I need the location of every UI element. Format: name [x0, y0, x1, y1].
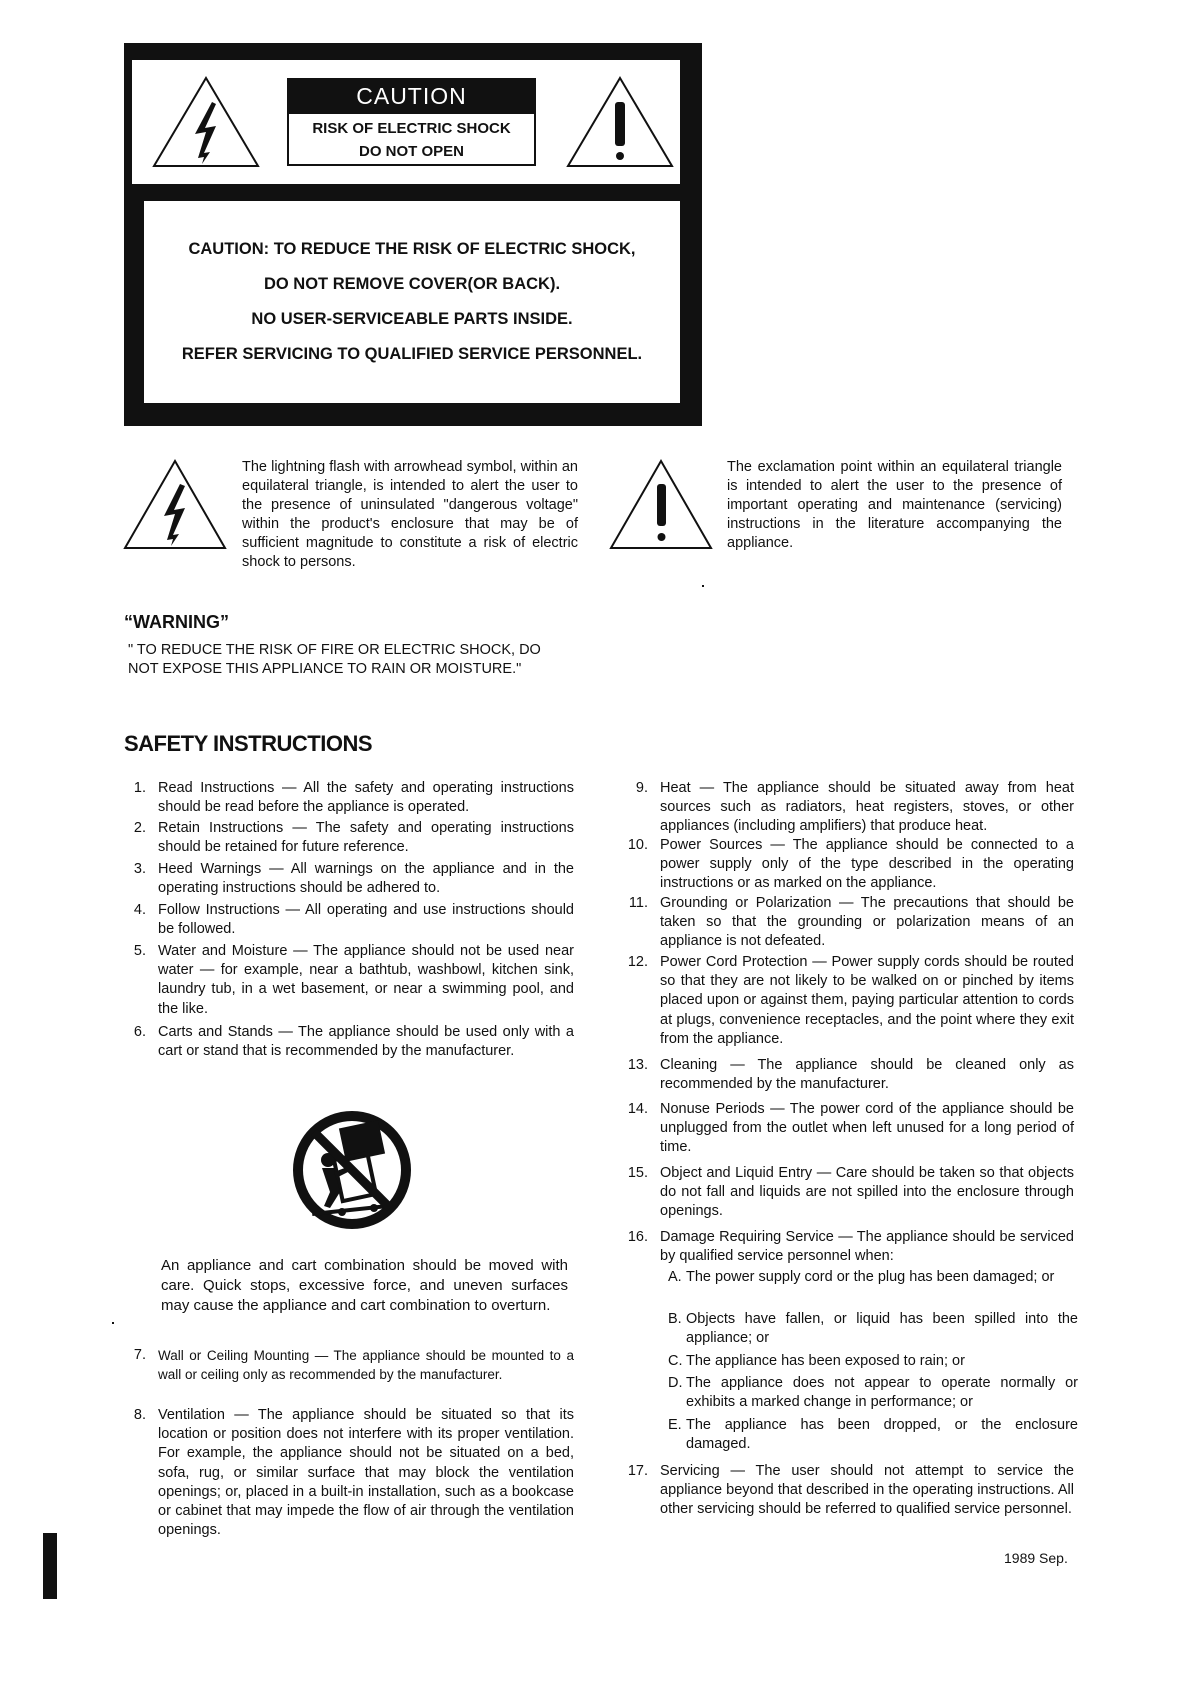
warning-text: " TO REDUCE THE RISK OF FIRE OR ELECTRIC SHOCK, DO NOT EXPOSE THIS APPLIANCE TO RAIN OR MOISTURE." [128, 642, 541, 677]
case-text: The power supply cord or the plug has been damaged; or [686, 1269, 1055, 1285]
item-text: Grounding or Polarization — The precautions that should be taken so that the grounding or polarization means of an appliance is not defeated. [660, 895, 1074, 950]
case-letter: A. [668, 1269, 682, 1285]
item-number: 14. [627, 1101, 648, 1117]
exclamation-symbol-icon [608, 458, 714, 552]
item-text: Follow Instructions — All operating and use instructions should be followed. [158, 902, 574, 938]
lightning-warning-icon [150, 74, 262, 170]
item-number: 15. [627, 1165, 648, 1181]
safety-instructions-title: SAFETY INSTRUCTIONS [124, 731, 373, 756]
caution-body-line4: REFER SERVICING TO QUALIFIED SERVICE PERSONNEL. [181, 345, 643, 363]
item-text: Object and Liquid Entry — Care should be taken so that objects do not fall and liquids are not spilled into the enclosure through openings. [660, 1165, 1074, 1220]
item-number: 3. [133, 861, 146, 877]
case-letter: D. [668, 1375, 683, 1391]
caution-subtitle-line2: DO NOT OPEN [358, 143, 464, 160]
lightning-symbol-description: The lightning flash with arrowhead symbol, within an equilateral triangle, is intended to alert the user to the presence of uninsulated "dangerous voltage" within the product's enclosure that may be of sufficient magnitude to constitute a risk of electric shock to persons. [242, 459, 578, 570]
item-text: Wall or Ceiling Mounting — The appliance should be mounted to a wall or ceiling only as recommended by the manufacturer. [158, 1348, 574, 1383]
case-text: The appliance has been exposed to rain; or [686, 1353, 965, 1369]
item-text: Heat — The appliance should be situated away from heat sources such as radiators, heat registers, stoves, or other appliances (including amplifiers) that produce heat. [660, 780, 1074, 835]
case-letter: B. [668, 1311, 682, 1327]
footer-date: 1989 Sep. [1004, 1550, 1068, 1566]
case-letter: C. [668, 1353, 683, 1369]
item-text: Carts and Stands — The appliance should be used only with a cart or stand that is recommended by the manufacturer. [158, 1024, 574, 1060]
item-number: 2. [133, 820, 146, 836]
item-text: Cleaning — The appliance should be cleaned only as recommended by the manufacturer. [660, 1057, 1074, 1093]
caution-title: CAUTION [287, 78, 536, 114]
scan-edge-bar [43, 1533, 57, 1599]
caution-body-line2: DO NOT REMOVE COVER(OR BACK). [263, 275, 561, 293]
caution-subtitle-line1: RISK OF ELECTRIC SHOCK [312, 120, 511, 137]
item-text: Damage Requiring Service — The appliance should be serviced by qualified service personnel when: [660, 1229, 1074, 1265]
item-text: Water and Moisture — The appliance should not be used near water — for example, near a bathtub, washbowl, kitchen sink, laundry tub, in a wet basement, or near a swimming pool, and the like. [158, 943, 574, 1017]
case-text: The appliance has been dropped, or the enclosure damaged. [686, 1417, 1078, 1453]
cart-tipover-warning-icon [290, 1108, 414, 1232]
item-text: Nonuse Periods — The power cord of the appliance should be unplugged from the outlet when left unused for a long period of time. [660, 1101, 1074, 1156]
item-number: 1. [133, 780, 146, 796]
scan-speck [112, 1322, 114, 1324]
case-text: The appliance does not appear to operate normally or exhibits a marked change in performance; or [686, 1375, 1078, 1411]
item-number: 5. [133, 943, 146, 959]
item-text: Servicing — The user should not attempt to service the appliance beyond that described in the operating instructions. All other servicing should be referred to qualified service personnel. [660, 1463, 1074, 1518]
item-text: Heed Warnings — All warnings on the appliance and in the operating instructions should be adhered to. [158, 861, 574, 897]
item-text: Power Sources — The appliance should be connected to a power supply only of the type described in the operating instructions or as marked on the appliance. [660, 837, 1074, 892]
item-number: 6. [133, 1024, 146, 1040]
lightning-symbol-icon [122, 458, 228, 552]
caution-body-line1: CAUTION: TO REDUCE THE RISK OF ELECTRIC SHOCK, [188, 240, 636, 258]
scan-speck [702, 585, 704, 587]
exclamation-warning-icon [564, 74, 676, 170]
item-number: 11. [628, 895, 648, 911]
caution-body-panel [144, 201, 680, 403]
item-number: 13. [627, 1057, 648, 1073]
item-text: Retain Instructions — The safety and operating instructions should be retained for future reference. [158, 820, 574, 856]
case-letter: E. [668, 1417, 682, 1433]
cart-caption: An appliance and cart combination should be moved with care. Quick stops, excessive force, and uneven surfaces may cause the appliance and cart combination to overturn. [161, 1257, 568, 1314]
item-number: 9. [635, 780, 648, 796]
item-number: 4. [133, 902, 146, 918]
item-text: Read Instructions — All the safety and operating instructions should be read before the appliance is operated. [158, 780, 574, 816]
item-number: 7. [133, 1347, 146, 1363]
item-number: 8. [133, 1407, 146, 1423]
item-number: 16. [627, 1229, 648, 1245]
warning-title: “WARNING” [124, 612, 229, 632]
item-number: 17. [627, 1463, 648, 1479]
item-number: 10. [627, 837, 648, 853]
caution-body-line3: NO USER-SERVICEABLE PARTS INSIDE. [251, 310, 573, 328]
case-text: Objects have fallen, or liquid has been spilled into the appliance; or [686, 1311, 1078, 1347]
item-text: Power Cord Protection — Power supply cords should be routed so that they are not likely to be walked on or pinched by items placed upon or against them, paying particular attention to cords at plugs, convenience receptacles, and the point where they exit from the appliance. [660, 954, 1074, 1047]
item-number: 12. [627, 954, 648, 970]
item-text: Ventilation — The appliance should be situated so that its location or position does not interfere with its proper ventilation. For example, the appliance should not be situated on a bed, sofa, rug, or similar surface that may block the ventilation openings; or, placed in a built-in installation, such as a bookcase or cabinet that may impede the flow of air through the ventilation openings. [158, 1407, 574, 1539]
exclamation-symbol-description: The exclamation point within an equilateral triangle is intended to alert the user to the presence of important operating and maintenance (servicing) instructions in the literature accompanying the appliance. [727, 459, 1062, 551]
